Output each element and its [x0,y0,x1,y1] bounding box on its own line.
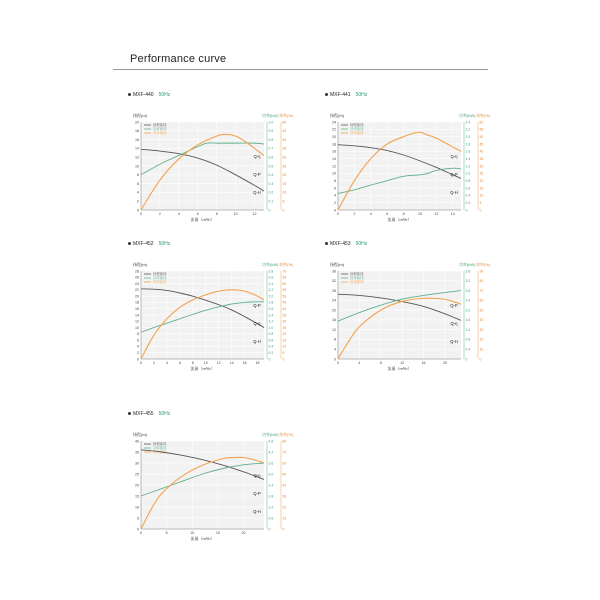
legend-label: 扬程曲线 [153,442,167,447]
y-tick-label-power: 2.4 [465,298,471,303]
y-axis-title-head: 扬程(m) [330,262,344,267]
y-tick-label-power: 1.8 [465,142,471,147]
y-tick-label-efficiency: 40 [479,149,484,154]
y-tick-label-power: 1.2 [465,327,471,332]
performance-chart [128,92,298,240]
y-axis-title-head: 扬程(m) [330,113,344,118]
y-tick-label-head: 16 [135,137,139,142]
x-tick-label: 4 [369,212,372,216]
x-tick-label: 0 [337,361,339,365]
curve-label: Q-η [450,321,458,326]
y-tick-label-head: 6 [334,186,336,191]
y-tick-label-efficiency: 30 [282,155,287,160]
y-axis-title-efficiency: 效率(%) [476,262,491,267]
y-tick-label-efficiency: 50 [479,134,484,139]
bullet-icon [128,242,131,245]
y-axis-title-head: 扬程(m) [133,432,147,437]
y-tick-label-head: 24 [135,281,139,286]
y-tick-label-efficiency: 45 [282,300,287,305]
model-label: MXF-441 [330,92,351,98]
y-tick-label-efficiency: 0 [282,208,285,213]
y-tick-label-power: 0.8 [268,137,274,142]
chart-header [128,241,170,247]
y-tick-label-power: 2.4 [465,120,471,125]
y-tick-label-head: 8 [137,332,139,337]
curve-label: Q-H [450,190,458,195]
y-tick-label-efficiency: 60 [479,120,484,125]
y-tick-label-head: 4 [334,193,336,198]
x-tick-label: 4 [165,361,168,365]
performance-chart [128,241,298,389]
y-tick-label-head: 12 [135,319,139,324]
y-tick-label-head: 0 [137,357,139,362]
model-label: MXF-440 [133,92,154,98]
y-tick-label-head: 4 [137,190,139,195]
y-tick-label-efficiency: 30 [479,164,484,169]
y-tick-label-efficiency: 15 [479,186,484,191]
x-tick-label: 8 [191,361,194,365]
y-tick-label-efficiency: 10 [282,344,287,349]
y-axis-title-head: 扬程(m) [133,262,147,267]
y-tick-label-power: 1.4 [465,156,471,161]
y-tick-label-power: 0.6 [268,516,274,521]
y-tick-label-power: 1.6 [465,318,471,323]
y-tick-label-power: 2.2 [268,288,274,293]
x-tick-label: 10 [203,361,208,365]
y-tick-label-efficiency: 25 [282,325,287,330]
y-tick-label-power: 1.0 [268,325,274,330]
legend-label: 功率曲线 [153,127,167,132]
y-tick-label-efficiency: 20 [479,178,484,183]
y-tick-label-head: 10 [332,171,336,176]
y-tick-label-head: 5 [137,516,139,521]
y-tick-label-power: 1.0 [465,171,471,176]
y-tick-label-efficiency: 80 [479,279,484,284]
curve-label: Q-η [253,154,261,159]
y-tick-label-power: 0.2 [268,351,274,356]
y-tick-label-efficiency: 10 [479,347,484,352]
chart-panel-mxf-452 [128,241,298,389]
x-tick-label: 2 [353,212,356,216]
performance-chart [325,92,495,240]
y-tick-label-head: 10 [135,505,139,510]
y-tick-label-head: 26 [135,275,139,280]
y-tick-label-efficiency: 65 [282,275,287,280]
y-tick-label-power: 0.6 [268,155,274,160]
curve-label: Q-P [253,303,261,308]
x-axis-title: 流量（m³/h） [190,217,215,222]
curve-label: Q-P [450,303,458,308]
x-tick-label: 0 [140,212,142,216]
legend-label: 功率曲线 [350,127,364,132]
frequency-label: 50Hz [355,92,368,98]
x-tick-label: 12 [216,361,221,365]
y-tick-label-efficiency: 10 [282,516,287,521]
legend-label: 功率曲线 [153,446,167,451]
x-tick-label: 16 [421,361,426,365]
y-tick-label-head: 24 [332,298,336,303]
x-tick-label: 6 [386,212,389,216]
y-tick-label-head: 12 [332,327,336,332]
y-tick-label-head: 2 [334,200,336,205]
curve-label: Q-P [253,172,261,177]
y-tick-label-head: 2 [137,199,139,204]
x-tick-label: 14 [229,361,234,365]
legend-label: 扬程曲线 [153,272,167,277]
frequency-label: 50Hz [158,411,171,417]
y-tick-label-efficiency: 20 [282,173,287,178]
y-tick-label-efficiency: 5 [479,200,482,205]
y-tick-label-power: 2.0 [465,134,471,139]
y-tick-label-power: 4.8 [268,439,274,444]
y-tick-label-head: 16 [135,307,139,312]
y-tick-label-power: 1.4 [268,313,274,318]
y-tick-label-power: 0.2 [268,190,274,195]
y-tick-label-efficiency: 60 [479,298,484,303]
y-tick-label-power: 2.0 [268,294,274,299]
y-tick-label-efficiency: 90 [479,269,484,274]
y-tick-label-power: 2.2 [465,127,471,132]
y-tick-label-power: 0 [268,357,271,362]
y-tick-label-power: 0 [268,527,271,532]
y-tick-label-power: 2.6 [268,275,274,280]
y-tick-label-efficiency: 35 [282,313,287,318]
y-tick-label-power: 0 [465,357,468,362]
y-tick-label-head: 10 [135,325,139,330]
y-tick-label-power: 2.4 [268,483,274,488]
y-tick-label-head: 22 [135,288,139,293]
y-axis-title-efficiency: 效率(%) [476,113,491,118]
y-tick-label-efficiency: 35 [282,146,287,151]
model-label: MXF-453 [330,241,351,247]
y-tick-label-efficiency: 50 [282,120,287,125]
x-tick-label: 2 [152,361,155,365]
y-tick-label-efficiency: 60 [282,461,287,466]
y-tick-label-head: 32 [332,279,336,284]
y-tick-label-head: 6 [137,338,139,343]
chart-panel-mxf-440 [128,92,298,240]
y-tick-label-power: 0 [268,208,271,213]
y-tick-label-efficiency: 5 [282,199,285,204]
frequency-label: 50Hz [355,241,368,247]
y-tick-label-power: 1.2 [268,319,274,324]
x-tick-label: 0 [140,361,142,365]
y-tick-label-head: 12 [135,155,139,160]
y-tick-label-efficiency: 25 [479,171,484,176]
y-tick-label-head: 20 [332,134,336,139]
curve-label: Q-H [253,190,261,195]
y-axis-title-power: 功率(kW) [459,113,476,118]
x-tick-label: 2 [158,212,161,216]
legend-label: 扬程曲线 [153,123,167,128]
chart-header [325,92,367,98]
y-tick-label-power: 1.2 [268,505,274,510]
chart-panel-mxf-453 [325,241,495,389]
y-tick-label-efficiency: 55 [282,288,287,293]
y-tick-label-head: 12 [332,164,336,169]
y-tick-label-head: 22 [332,127,336,132]
y-tick-label-power: 3.6 [465,269,471,274]
legend-label: 扬程曲线 [350,123,364,128]
y-tick-label-efficiency: 45 [479,142,484,147]
y-tick-label-efficiency: 40 [282,483,287,488]
model-label: MXF-455 [133,411,154,417]
x-axis-title: 流量（m³/h） [190,536,215,541]
x-axis-title: 流量（m³/h） [387,217,412,222]
y-tick-label-efficiency: 40 [282,307,287,312]
model-label: MXF-452 [133,241,154,247]
bullet-icon [128,93,131,96]
chart-panel-mxf-441 [325,92,495,240]
y-tick-label-power: 0.6 [465,186,471,191]
curve-label: Q-η [450,154,458,159]
curve-label: Q-P [253,491,261,496]
y-tick-label-head: 18 [332,142,336,147]
y-tick-label-power: 1.8 [268,300,274,305]
x-axis-title: 流量（m³/h） [387,366,412,371]
y-axis-title-power: 功率(kW) [262,113,279,118]
y-tick-label-efficiency: 80 [282,439,287,444]
bullet-icon [128,412,131,415]
y-tick-label-head: 20 [332,308,336,313]
curve-label: Q-H [253,339,261,344]
x-tick-label: 0 [337,212,339,216]
legend-label: 效率曲线 [153,131,167,136]
bullet-icon [325,242,328,245]
y-tick-label-head: 14 [135,313,139,318]
y-tick-label-efficiency: 15 [282,181,287,186]
y-tick-label-power: 0 [465,208,468,213]
y-tick-label-efficiency: 50 [479,308,484,313]
x-tick-label: 6 [178,361,181,365]
y-tick-label-power: 0.4 [465,347,471,352]
y-tick-label-efficiency: 30 [479,327,484,332]
y-tick-label-power: 0.1 [268,199,274,204]
y-tick-label-head: 18 [135,129,139,134]
legend-label: 效率曲线 [350,131,364,136]
y-tick-label-power: 0.7 [268,146,274,151]
performance-chart [325,241,495,389]
x-tick-label: 16 [242,361,247,365]
performance-chart [128,411,298,559]
y-tick-label-head: 40 [135,439,139,444]
x-axis-title: 流量（m³/h） [190,366,215,371]
curve-label: Q-H [450,339,458,344]
curve-label: Q-η [253,473,261,478]
legend-label: 功率曲线 [350,276,364,281]
y-axis-title-head: 扬程(m) [133,113,147,118]
y-tick-label-power: 2.8 [268,269,274,274]
y-tick-label-efficiency: 5 [282,351,285,356]
y-tick-label-efficiency: 50 [282,294,287,299]
y-tick-label-efficiency: 55 [479,127,484,132]
x-tick-label: 8 [379,361,382,365]
y-tick-label-efficiency: 0 [479,208,482,213]
x-tick-label: 8 [215,212,218,216]
y-tick-label-efficiency: 35 [479,156,484,161]
x-tick-label: 20 [442,361,447,365]
y-tick-label-efficiency: 20 [282,332,287,337]
y-tick-label-head: 6 [137,181,139,186]
y-tick-label-head: 16 [332,149,336,154]
curve-label: Q-H [253,509,261,514]
title-divider [113,69,488,70]
curve-label: Q-P [450,172,458,177]
y-tick-label-power: 0.8 [465,337,471,342]
x-tick-label: 6 [196,212,199,216]
y-tick-label-efficiency: 10 [282,190,287,195]
y-tick-label-efficiency: 0 [479,357,482,362]
y-tick-label-efficiency: 50 [282,472,287,477]
y-tick-label-head: 28 [135,269,139,274]
y-tick-label-power: 1.2 [465,164,471,169]
x-tick-label: 18 [255,361,260,365]
x-tick-label: 4 [358,361,361,365]
legend-label: 效率曲线 [350,280,364,285]
y-tick-label-head: 14 [135,146,139,151]
y-tick-label-power: 3.0 [268,472,274,477]
y-tick-label-efficiency: 25 [282,164,287,169]
y-tick-label-head: 10 [135,164,139,169]
y-tick-label-head: 25 [135,472,139,477]
y-tick-label-power: 1.8 [268,494,274,499]
y-tick-label-head: 8 [137,173,139,178]
bullet-icon [325,93,328,96]
frequency-label: 50Hz [158,241,171,247]
y-tick-label-head: 0 [137,208,139,213]
y-axis-title-efficiency: 效率(%) [279,113,294,118]
x-tick-label: 5 [165,531,168,535]
x-tick-label: 10 [190,531,195,535]
y-tick-label-efficiency: 45 [282,129,287,134]
chart-header [325,241,367,247]
x-tick-label: 10 [233,212,238,216]
y-tick-label-power: 0.4 [465,193,471,198]
y-tick-label-head: 24 [332,120,336,125]
y-tick-label-head: 30 [135,461,139,466]
y-tick-label-power: 2.4 [268,281,274,286]
y-tick-label-power: 0.9 [268,129,274,134]
y-tick-label-power: 0.4 [268,173,274,178]
y-tick-label-head: 0 [137,527,139,532]
y-tick-label-power: 0.2 [465,200,471,205]
y-tick-label-power: 1.6 [465,149,471,154]
y-tick-label-head: 0 [334,208,336,213]
y-tick-label-efficiency: 70 [282,269,287,274]
y-tick-label-power: 0.6 [268,338,274,343]
chart-header [128,92,170,98]
y-tick-label-power: 1.0 [268,120,274,125]
y-tick-label-efficiency: 0 [282,527,285,532]
y-tick-label-power: 4.2 [268,450,274,455]
y-tick-label-head: 0 [334,357,336,362]
y-tick-label-head: 14 [332,156,336,161]
y-tick-label-power: 0.8 [268,332,274,337]
y-tick-label-power: 0.4 [268,344,274,349]
x-tick-label: 12 [434,212,439,216]
y-tick-label-head: 35 [135,450,139,455]
y-tick-label-efficiency: 60 [282,281,287,286]
y-tick-label-head: 2 [137,351,139,356]
y-tick-label-power: 2.8 [465,288,471,293]
y-axis-title-power: 功率(kW) [262,262,279,267]
y-tick-label-efficiency: 20 [282,505,287,510]
y-tick-label-head: 20 [135,294,139,299]
y-tick-label-efficiency: 15 [282,338,287,343]
x-tick-label: 20 [241,531,246,535]
y-tick-label-head: 36 [332,269,336,274]
x-tick-label: 8 [402,212,405,216]
y-tick-label-efficiency: 30 [282,494,287,499]
y-tick-label-efficiency: 30 [282,319,287,324]
y-tick-label-head: 18 [135,300,139,305]
y-tick-label-head: 4 [137,344,139,349]
y-tick-label-efficiency: 20 [479,337,484,342]
chart-header [128,411,170,417]
x-tick-label: 10 [418,212,422,216]
legend-label: 扬程曲线 [350,272,364,277]
y-tick-label-efficiency: 0 [282,357,285,362]
y-tick-label-head: 8 [334,337,336,342]
y-tick-label-efficiency: 70 [282,450,287,455]
y-tick-label-head: 20 [135,120,139,125]
y-axis-title-efficiency: 效率(%) [279,432,294,437]
y-tick-label-head: 4 [334,347,336,352]
y-axis-title-power: 功率(kW) [459,262,476,267]
legend-label: 功率曲线 [153,276,167,281]
x-tick-label: 12 [252,212,257,216]
y-tick-label-efficiency: 40 [479,318,484,323]
y-tick-label-head: 8 [334,178,336,183]
x-tick-label: 15 [215,531,220,535]
y-axis-title-power: 功率(kW) [262,432,279,437]
curve-label: Q-η [253,321,261,326]
y-tick-label-head: 20 [135,483,139,488]
y-tick-label-power: 0.5 [268,164,274,169]
y-tick-label-efficiency: 10 [479,193,484,198]
y-tick-label-efficiency: 40 [282,137,287,142]
x-tick-label: 0 [140,531,142,535]
y-tick-label-power: 3.6 [268,461,274,466]
x-tick-label: 12 [400,361,405,365]
y-axis-title-efficiency: 效率(%) [279,262,294,267]
legend-label: 效率曲线 [153,450,167,455]
x-tick-label: 14 [450,212,455,216]
legend-label: 效率曲线 [153,280,167,285]
y-tick-label-efficiency: 70 [479,288,484,293]
x-tick-label: 4 [177,212,180,216]
y-tick-label-power: 0.3 [268,181,274,186]
y-tick-label-power: 0.8 [465,178,471,183]
y-tick-label-head: 15 [135,494,139,499]
y-tick-label-power: 3.2 [465,279,471,284]
page-title: Performance curve [130,53,227,65]
frequency-label: 50Hz [158,92,171,98]
chart-panel-mxf-455 [128,411,298,559]
y-tick-label-head: 16 [332,318,336,323]
y-tick-label-head: 28 [332,288,336,293]
y-tick-label-power: 2.0 [465,308,471,313]
y-tick-label-power: 1.6 [268,307,274,312]
